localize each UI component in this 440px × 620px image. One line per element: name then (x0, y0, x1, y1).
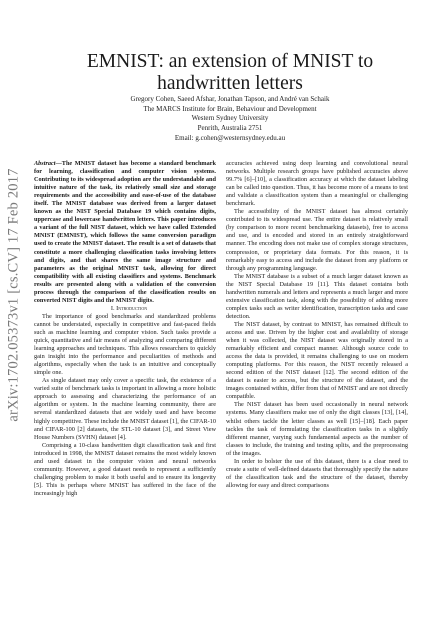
abstract-label: Abstract (34, 160, 56, 167)
paragraph: Comprising a 10-class handwritten digit classification task and first introduced in 1998, the MNIST dataset remains the most widely known and used dataset in the computer vision and neural networks community. However, a good dataset needs to represent a sufficiently challenging problem to make it both useful and to ensure its longevity [5]. This is perhaps where MNIST has suffered in the face of the increasingly high (34, 441, 216, 497)
abstract (34, 160, 216, 305)
section-heading-introduction: I. Introduction (110, 304, 148, 312)
paper-title: EMNIST: an extension of MNIST to handwritten letters (86, 51, 374, 95)
left-column (34, 160, 216, 498)
paragraph: In order to bolster the use of this dataset, there is a clear need to create a suite of well-defined datasets that thoroughly specify the nature of the classification task and the structure of the dataset, thereby allowing for easy and direct comparisons (226, 457, 408, 489)
paragraph: The NIST dataset has been used occasionally in neural network systems. Many classifiers make use of only the digit classes [13], [14], whilst others tackle the letter classes as well [15]–[18]. Each paper tackles the task of formulating the classification tasks in a slightly different manner, varying such fundamental aspects as the number of classes to include, the training and testing splits, and the preprocessing of the images. (226, 401, 408, 457)
arxiv-stamp (5, 165, 23, 425)
author-names: Gregory Cohen, Saeed Afshar, Jonathan Tapson, and André van Schaik (130, 95, 330, 103)
paragraph: accuracies achieved using deep learning and convolutional neural networks. Multiple research groups have published accuracies above 99.7% [6]–[10], a classification accuracy at which the dataset labeling can be called into question. Thus, it has become more of a means to test and validate a classification system than a meaningful or challenging benchmark. (226, 160, 408, 208)
paragraph: The MNIST database is a subset of a much larger dataset known as the NIST Special Database 19 [11]. This dataset contains both handwritten numerals and letters and represents a much larger and more extensive classification task, along with the possibility of adding more complex tasks such as writer identification, transcription tasks and case detection. (226, 272, 408, 320)
paragraph: The accessibility of the MNIST dataset has almost certainly contributed to its widespread use. The entire dataset is relatively small (by comparison to more recent benchmarking datasets), free to access and use, and is encoded and stored in an entirely straightforward manner. The encoding does not make use of complex storage structures, compression, or proprietary data formats. For this reason, it is remarkably easy to access and include the dataset from any platform or through any programming language. (226, 208, 408, 272)
arxiv-identifier: arXiv:1702.05373v1 [cs.CV] 17 Feb 2017 (5, 168, 22, 422)
author-location: Penrith, Australia 2751 (197, 124, 263, 133)
author-block (40, 95, 420, 144)
paragraph: The importance of good benchmarks and standardized problems cannot be understated, especially in competitive and fast-paced fields such as machine learning and computer vision. Such tasks provide a quick, quantitative and fair means of analyzing and comparing different learning approaches and techniques. This allows researchers to quickly gain insight into the performance and peculiarities of methods and algorithms, especially when the task is an intuitive and conceptually simple one. (34, 312, 216, 377)
paragraph: The NIST dataset, by contrast to MNIST, has remained difficult to access and use. Driven by the higher cost and availability of storage when it was collected, the NIST dataset was originally stored in a remarkably efficient and compact manner. Although source code to access the data is provided, it remains challenging to use on modern computing platforms. For this reason, the NIST recently released a second edition of the NIST dataset [12]. The second edition of the dataset is easier to access, but the structure of the dataset, and the images contained within, differ from that of MNIST and are not directly compatible. (226, 320, 408, 401)
right-column (226, 160, 408, 490)
abstract-text: —The MNIST dataset has become a standard benchmark for learning, classification and computer vision systems. Contributing to its widespread adoption are the understandable and intuitive nature of the task, its relatively small size and storage requirements and the accessibility and ease-of-use of the database itself. The MNIST database was derived from a larger dataset known as the NIST Special Database 19 which contains digits, uppercase and lowercase handwritten letters. This paper introduces a variant of the full NIST dataset, which we have called Extended MNIST (EMNIST), which follows the same conversion paradigm used to create the MNIST dataset. The result is a set of datasets that constitute a more challenging classification tasks involving letters and digits, and that shares the same image structure and parameters as the original MNIST task, allowing for direct compatibility with all existing classifiers and systems. Benchmark results are presented along with a validation of the conversion process through the comparison of the classification results on converted NIST digits and the MNIST digits. (34, 160, 216, 304)
author-affiliation: The MARCS Institute for Brain, Behaviour and Development (143, 104, 317, 113)
paragraph: As single dataset may only cover a specific task, the existence of a varied suite of benchmark tasks is important in allowing a more holistic approach to assessing and characterizing the performance of an algorithm or system. In the machine learning community, there are several standardized datasets that are widely used and have become highly competitive. These include the MNIST dataset [1], the CIFAR-10 and CIFAR-100 [2] datasets, the STL-10 dataset [3], and Street View House Numbers (SVHN) dataset [4]. (34, 377, 216, 441)
author-university: Western Sydney University (191, 114, 269, 123)
author-email: Email: g.cohen@westernsydney.edu.au (174, 133, 286, 142)
